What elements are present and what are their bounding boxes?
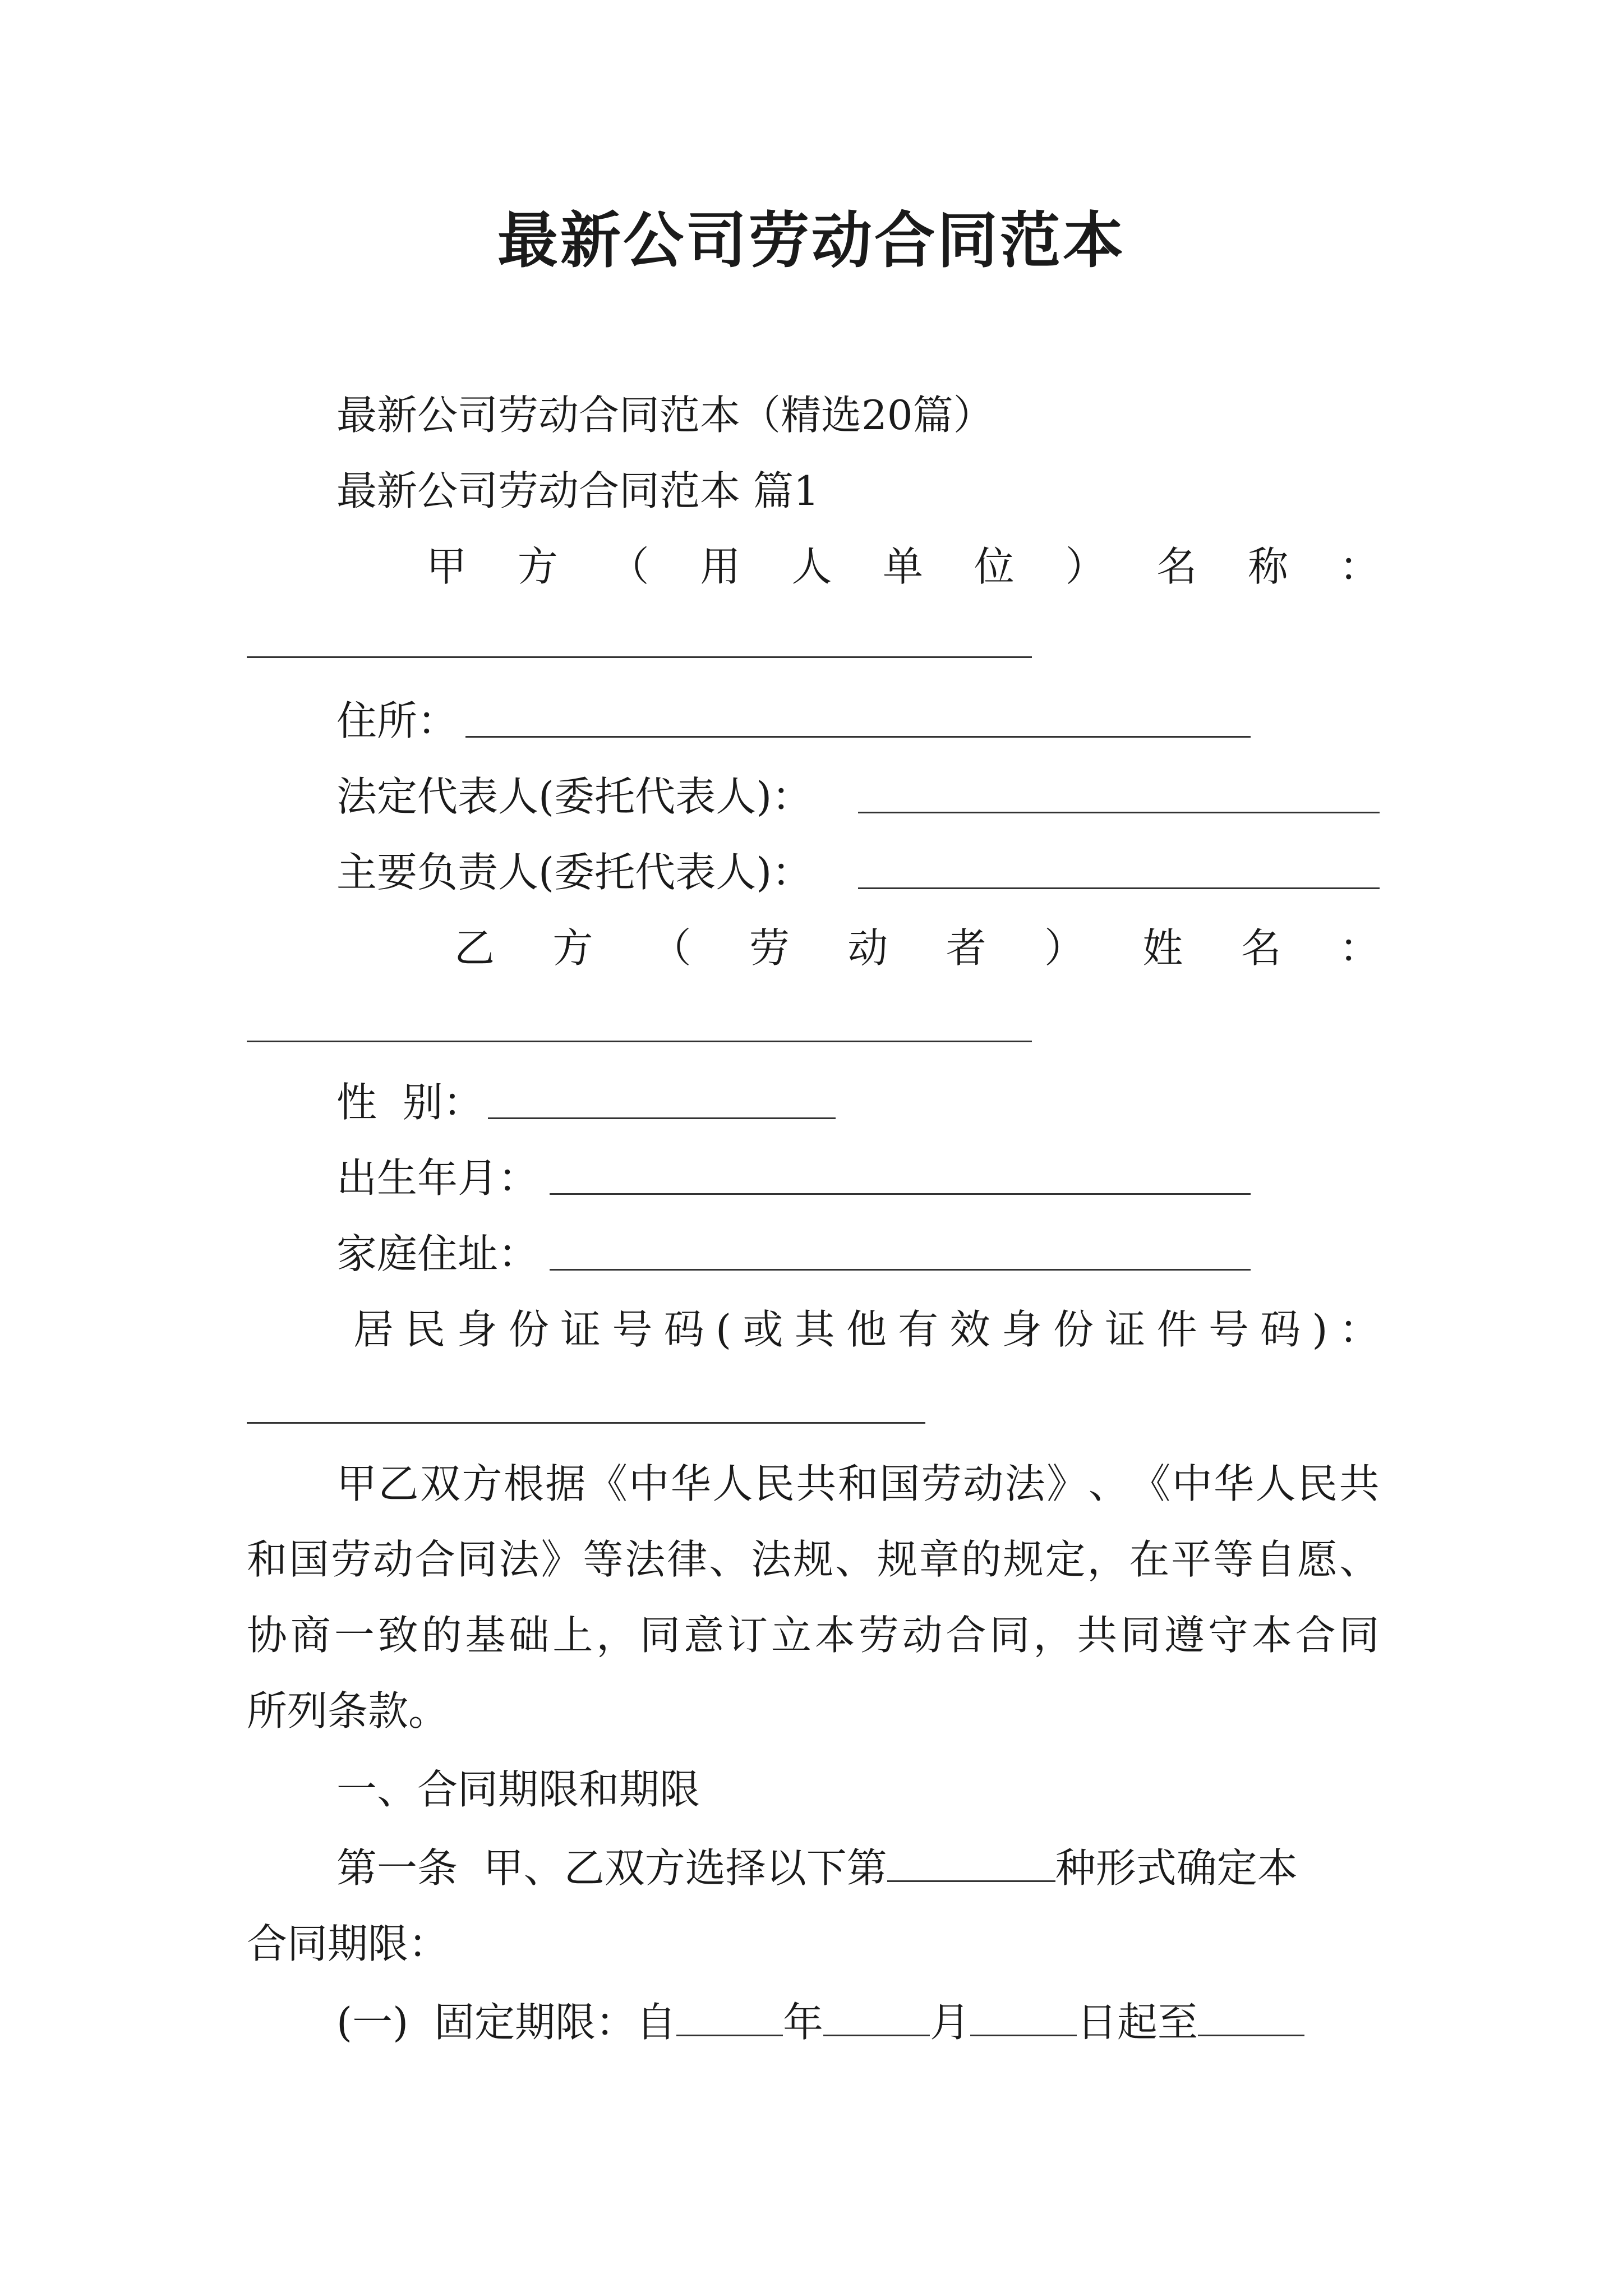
party-b-label-char: 劳 xyxy=(749,924,790,972)
intro-line-char: 同 xyxy=(640,1612,681,1659)
intro-line-char: 意 xyxy=(684,1612,725,1659)
party-a-label-char: （ xyxy=(608,543,649,590)
residence-blank xyxy=(465,736,1251,738)
principal-blank xyxy=(858,887,1380,889)
id-number-blank xyxy=(247,1422,925,1424)
id-label-char: 件 xyxy=(1156,1306,1197,1353)
intro-line-char: 合 xyxy=(414,1536,455,1583)
party-b-label-char: （ xyxy=(651,924,691,972)
legal-rep-blank xyxy=(858,812,1380,813)
intro-line-char: 一 xyxy=(334,1612,375,1659)
id-label-char: 码 xyxy=(1260,1306,1301,1353)
intro-line-char: 动 xyxy=(963,1460,1004,1507)
party-b-name-blank xyxy=(247,1041,1032,1042)
intro-line-char: 同 xyxy=(457,1536,497,1583)
intro-line-char: 共 xyxy=(1077,1612,1118,1659)
id-label-char: 或 xyxy=(743,1306,783,1353)
party-b-label-char: 姓 xyxy=(1142,924,1183,972)
id-label-char: 号 xyxy=(612,1306,653,1353)
intro-line-2 xyxy=(247,1531,1380,1588)
fixed-term-month-label: 月 xyxy=(929,1999,970,2046)
party-b-label-char: 乙 xyxy=(454,924,495,972)
intro-line-char: 法 xyxy=(1004,1460,1045,1507)
id-label-char: 其 xyxy=(794,1306,835,1353)
id-label-char: ( xyxy=(715,1306,732,1353)
birth-blank xyxy=(550,1193,1251,1195)
fixed-term-day-blank xyxy=(970,1998,1077,2036)
party-a-label-char: ） xyxy=(1065,543,1106,590)
intro-line-char: 人 xyxy=(712,1460,753,1507)
intro-line-char: 劳 xyxy=(921,1460,962,1507)
intro-line-char: 、 xyxy=(709,1536,750,1583)
intro-line-char: 共 xyxy=(1339,1460,1380,1507)
intro-line-char: 自 xyxy=(1255,1536,1296,1583)
intro-line-char: 《 xyxy=(587,1460,628,1507)
party-a-label-char: 方 xyxy=(517,543,558,590)
intro-line-char: 律 xyxy=(667,1536,708,1583)
intro-line-char: 的 xyxy=(961,1536,1002,1583)
birth-label: 出生年月： xyxy=(336,1154,539,1202)
intro-line-char: 等 xyxy=(583,1536,624,1583)
fixed-term-year-label: 年 xyxy=(782,1999,823,2046)
principal-label: 主要负责人(委托代表人)： xyxy=(336,849,813,896)
intro-line-char: 据 xyxy=(545,1460,586,1507)
intro-line-char: 人 xyxy=(1255,1460,1296,1507)
intro-line-char: 法 xyxy=(499,1536,540,1583)
party-b-label-char: ） xyxy=(1044,924,1085,972)
section-heading: 最新公司劳动合同范本 篇1 xyxy=(336,467,819,514)
article-one-blank xyxy=(887,1843,1055,1882)
intro-line-char: 立 xyxy=(771,1612,811,1659)
id-label-char: 码 xyxy=(663,1306,704,1353)
intro-line-char: 章 xyxy=(919,1536,960,1583)
intro-line-char: 民 xyxy=(1297,1460,1338,1507)
party-a-label-char: 用 xyxy=(700,543,741,590)
intro-line-char: 同 xyxy=(1121,1612,1161,1659)
intro-line-char: 国 xyxy=(288,1536,329,1583)
id-label-char: 民 xyxy=(405,1306,446,1353)
intro-line-char: 动 xyxy=(372,1536,413,1583)
intro-line-char: 、 xyxy=(1088,1460,1129,1507)
intro-line-char: 规 xyxy=(1003,1536,1044,1583)
intro-line-char: 和 xyxy=(837,1460,878,1507)
intro-line-char: 双 xyxy=(419,1460,460,1507)
intro-line-char: 订 xyxy=(727,1612,768,1659)
intro-line-char: 协 xyxy=(247,1612,288,1659)
intro-line-char: 本 xyxy=(814,1612,855,1659)
intro-line-char: 民 xyxy=(754,1460,795,1507)
intro-line-char: 础 xyxy=(509,1612,550,1659)
article-one-line-2: 合同期限： xyxy=(247,1920,449,1967)
intro-line-char: 本 xyxy=(1251,1612,1292,1659)
party-a-label-char: 位 xyxy=(974,543,1015,590)
intro-line-char: ， xyxy=(1033,1612,1074,1659)
intro-line-1 xyxy=(336,1456,1380,1512)
party-a-label-char: 名 xyxy=(1156,543,1197,590)
intro-line-char: 同 xyxy=(989,1612,1030,1659)
home-address-blank xyxy=(550,1269,1251,1271)
fixed-term-month-blank xyxy=(823,1998,930,2036)
intro-line-char: 动 xyxy=(902,1612,943,1659)
intro-line-char: 规 xyxy=(792,1536,833,1583)
intro-line-3 xyxy=(247,1607,1380,1663)
intro-line-char: 法 xyxy=(625,1536,666,1583)
party-b-name-label xyxy=(454,920,1380,976)
document-subtitle: 最新公司劳动合同范本（精选20篇） xyxy=(336,392,994,439)
intro-line-char: 致 xyxy=(377,1612,418,1659)
intro-line-char: 定 xyxy=(1045,1536,1086,1583)
intro-line-char: 中 xyxy=(629,1460,670,1507)
intro-line-char: 平 xyxy=(1171,1536,1212,1583)
party-a-name-label xyxy=(426,539,1380,595)
intro-line-char: 商 xyxy=(290,1612,331,1659)
intro-line-char: ， xyxy=(596,1612,637,1659)
intro-line-char: 根 xyxy=(503,1460,544,1507)
article-one-text xyxy=(336,1840,1298,1896)
intro-line-4: 所列条款。 xyxy=(247,1687,449,1734)
id-label-char: 份 xyxy=(1053,1306,1094,1353)
intro-line-char: 上 xyxy=(552,1612,593,1659)
intro-line-char: 基 xyxy=(465,1612,506,1659)
id-label-char: 他 xyxy=(846,1306,887,1353)
party-a-label-char: 甲 xyxy=(426,543,467,590)
id-label-char: 号 xyxy=(1208,1306,1249,1353)
intro-line-char: 》 xyxy=(541,1536,582,1583)
id-label-char: 证 xyxy=(1105,1306,1146,1353)
party-b-label-char: 名 xyxy=(1241,924,1281,972)
legal-rep-label: 法定代表人(委托代表人)： xyxy=(336,773,813,820)
intro-line-char: ， xyxy=(1087,1536,1128,1583)
party-a-label-char: 称 xyxy=(1248,543,1289,590)
intro-line-char: 》 xyxy=(1046,1460,1087,1507)
intro-line-char: 在 xyxy=(1129,1536,1170,1583)
intro-line-char: 乙 xyxy=(378,1460,419,1507)
intro-line-char: 遵 xyxy=(1164,1612,1205,1659)
fixed-term-day-to-label: 日起至 xyxy=(1077,1999,1198,2046)
party-b-label-char: 者 xyxy=(946,924,986,972)
fixed-term-line xyxy=(336,1994,1304,2050)
intro-line-char: 等 xyxy=(1213,1536,1254,1583)
intro-line-char: 华 xyxy=(1214,1460,1255,1507)
intro-line-char: 方 xyxy=(462,1460,502,1507)
id-label-char: 效 xyxy=(949,1306,990,1353)
id-label-char: 身 xyxy=(457,1306,497,1353)
party-b-label-char: 动 xyxy=(847,924,888,972)
party-a-name-blank xyxy=(247,656,1032,658)
id-label-char: ： xyxy=(1339,1306,1380,1353)
home-address-label: 家庭住址： xyxy=(336,1230,539,1277)
intro-line-char: 的 xyxy=(421,1612,462,1659)
party-a-label-char: 人 xyxy=(791,543,832,590)
gender-label: 性 别： xyxy=(336,1079,483,1126)
id-number-label xyxy=(353,1301,1380,1358)
id-label-char: 居 xyxy=(353,1306,394,1353)
id-label-char: 有 xyxy=(898,1306,939,1353)
party-b-label-char: ： xyxy=(1339,924,1380,972)
intro-line-char: 守 xyxy=(1207,1612,1248,1659)
intro-line-char: 共 xyxy=(796,1460,837,1507)
intro-line-char: 中 xyxy=(1172,1460,1212,1507)
chapter-one-heading: 一、合同期限和期限 xyxy=(336,1766,700,1813)
id-label-char: 份 xyxy=(508,1306,549,1353)
party-a-label-char: 单 xyxy=(882,543,923,590)
intro-line-char: 《 xyxy=(1130,1460,1171,1507)
residence-label: 住所： xyxy=(336,697,458,744)
intro-line-char: 合 xyxy=(946,1612,986,1659)
intro-line-char: 甲 xyxy=(336,1460,377,1507)
intro-line-char: 、 xyxy=(834,1536,875,1583)
party-a-label-char: ： xyxy=(1339,543,1380,590)
fixed-term-year-blank xyxy=(676,1998,783,2036)
id-label-char: 身 xyxy=(1001,1306,1042,1353)
party-b-label-char: 方 xyxy=(552,924,593,972)
id-label-char: ) xyxy=(1312,1306,1328,1353)
document-title: 最新公司劳动合同范本 xyxy=(497,206,1126,276)
intro-line-char: 劳 xyxy=(858,1612,899,1659)
intro-line-char: 、 xyxy=(1339,1536,1380,1583)
intro-line-char: 劳 xyxy=(330,1536,371,1583)
intro-line-char: 愿 xyxy=(1297,1536,1338,1583)
article-one-part1: 第一条 甲、乙双方选择以下第 xyxy=(336,1844,887,1892)
gender-blank xyxy=(488,1117,836,1119)
article-one-part2: 种形式确定本 xyxy=(1055,1844,1298,1892)
fixed-term-prefix: (一) 固定期限：自 xyxy=(336,1999,676,2046)
intro-line-char: 国 xyxy=(879,1460,920,1507)
fixed-term-end-blank xyxy=(1198,1998,1304,2036)
intro-line-char: 规 xyxy=(877,1536,917,1583)
intro-line-char: 合 xyxy=(1295,1612,1336,1659)
intro-line-char: 华 xyxy=(670,1460,711,1507)
intro-line-char: 法 xyxy=(751,1536,792,1583)
intro-line-char: 和 xyxy=(247,1536,288,1583)
intro-line-char: 同 xyxy=(1339,1612,1380,1659)
id-label-char: 证 xyxy=(560,1306,601,1353)
